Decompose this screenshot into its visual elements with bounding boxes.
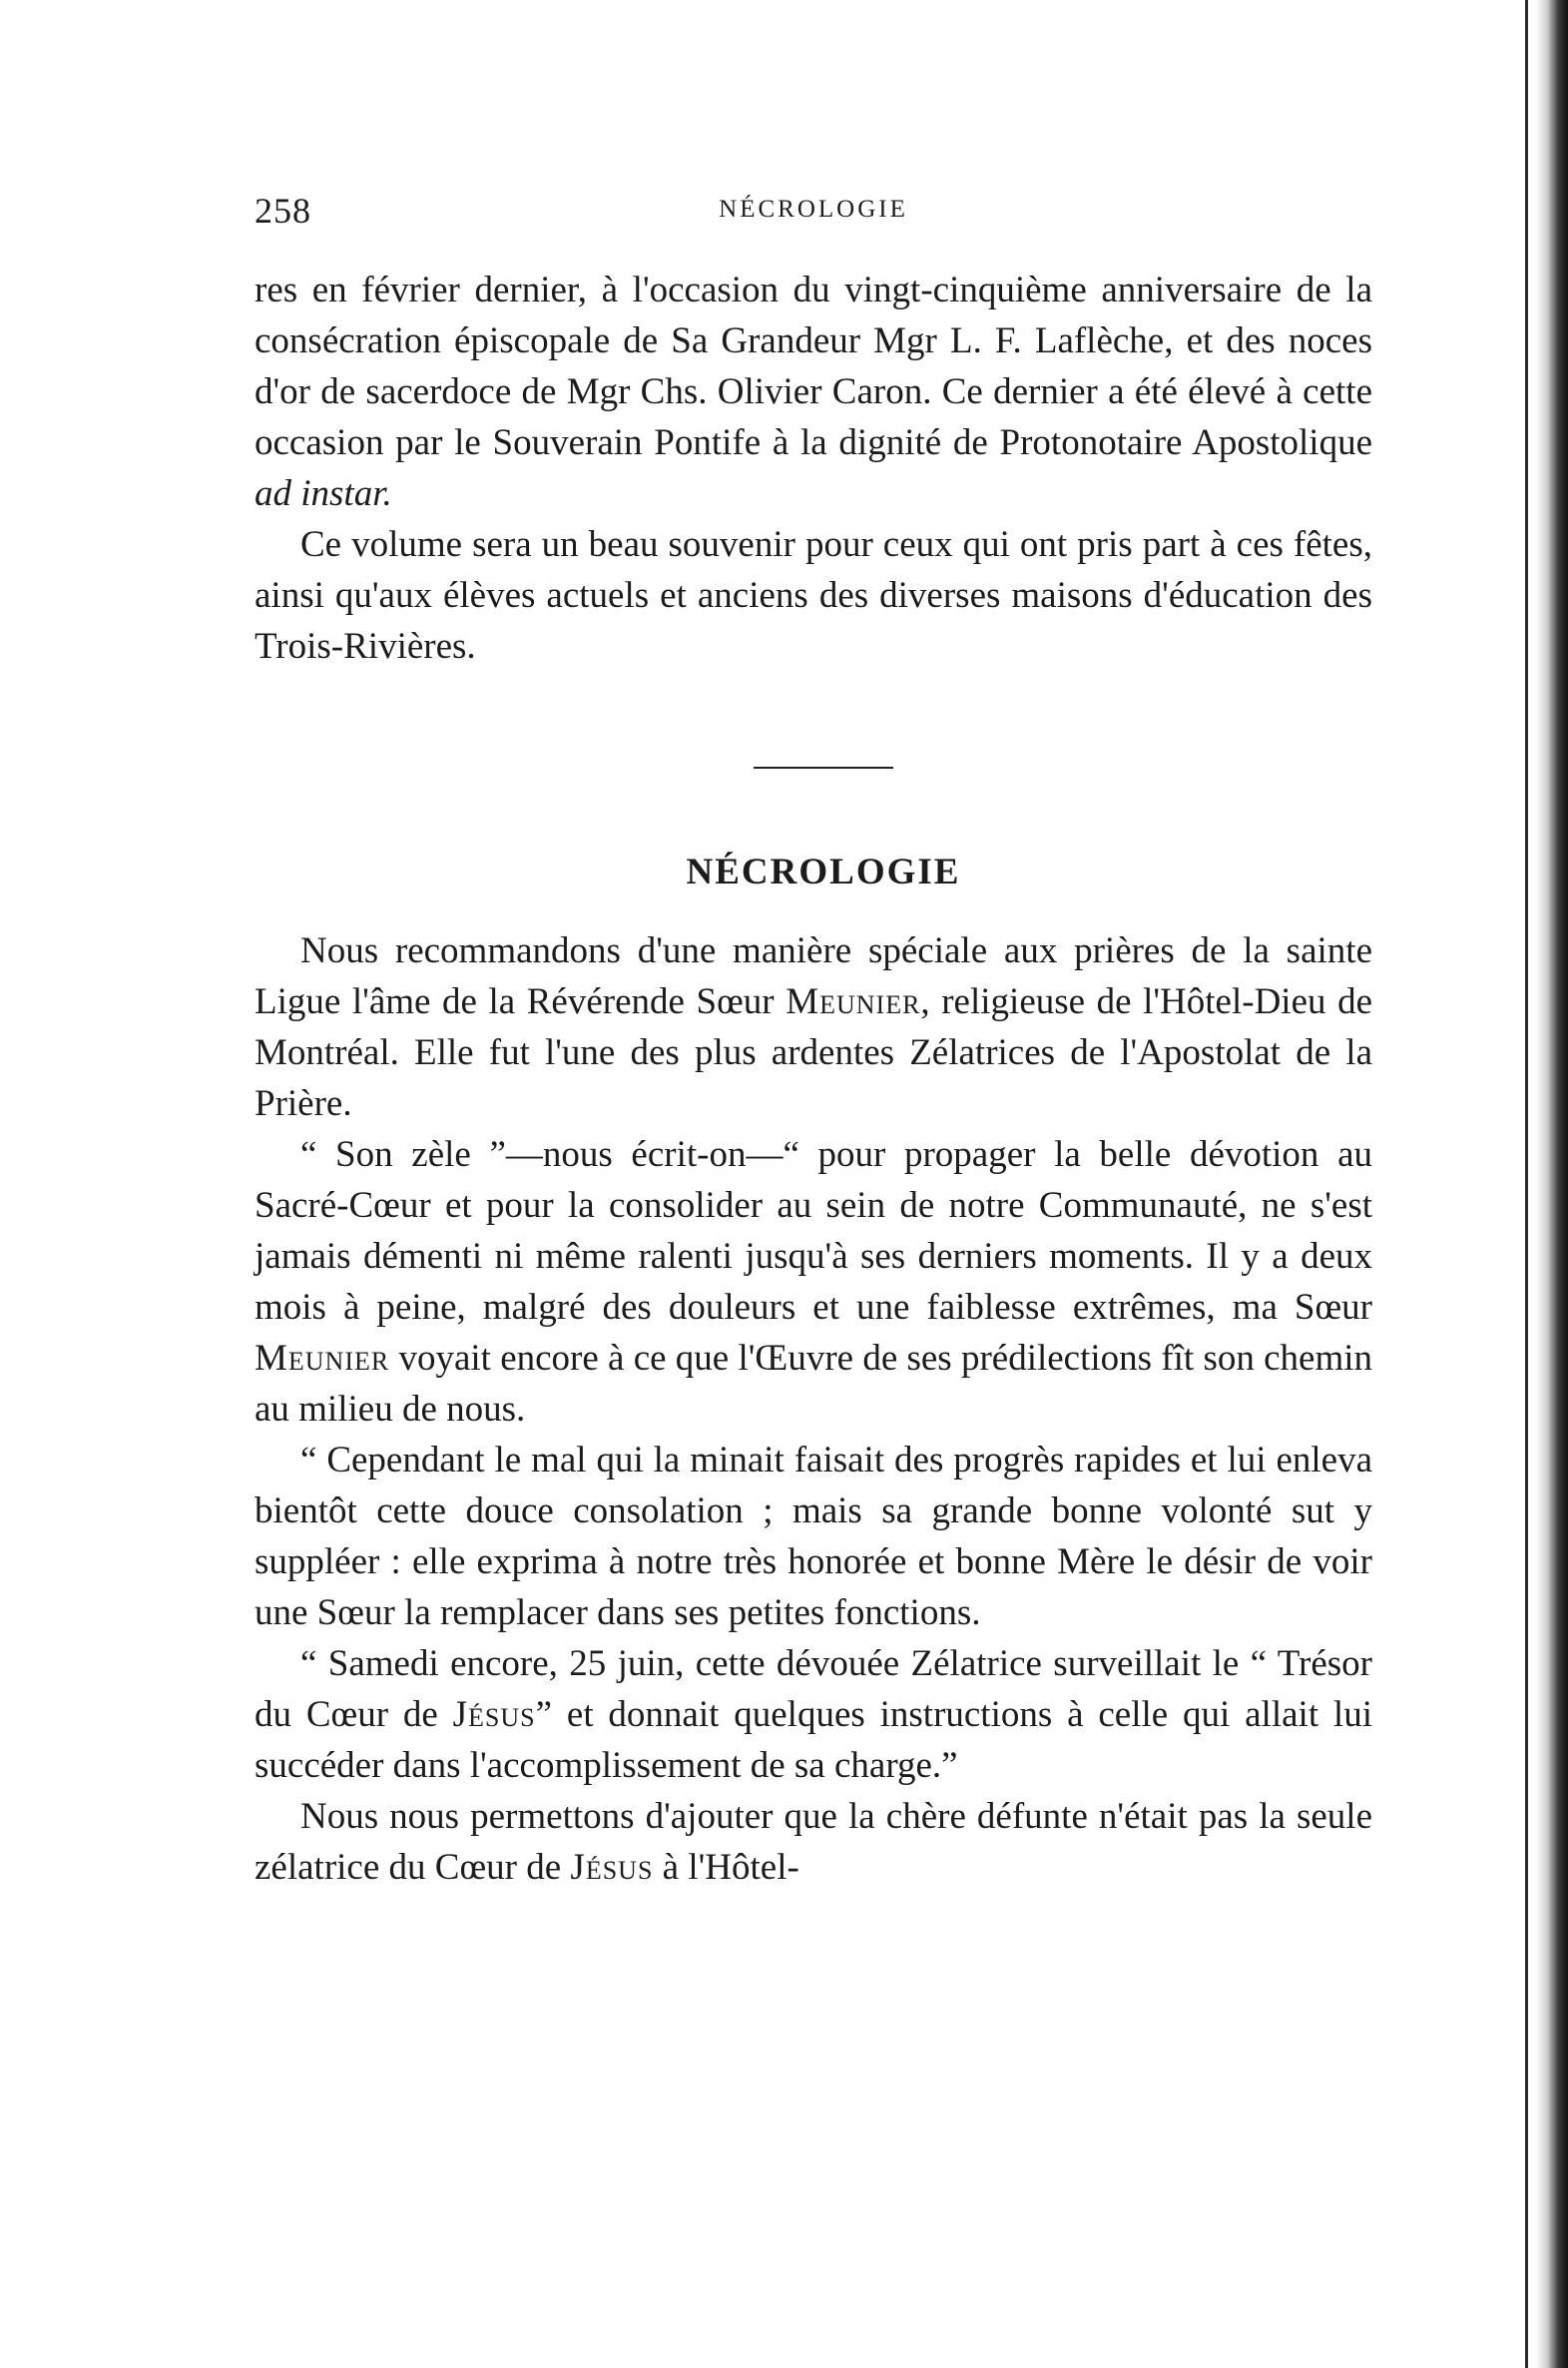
- obituary-p5-before: Nous nous permettons d'ajouter que la chère défunte n'était pas la seule zélatrice du Cœur de: [255, 1796, 1372, 1888]
- binding-shadow-line: [1525, 0, 1528, 2368]
- running-header: [255, 190, 1372, 240]
- sister-name: Meunier: [785, 981, 921, 1022]
- obituary-paragraph-2: [255, 1129, 1372, 1435]
- holy-name: Jésus: [452, 1694, 536, 1735]
- binding-edge: [1536, 0, 1568, 2368]
- obituary-p4-after: ” et donnait quelques instructions à celle qui allait lui succéder dans l'accomplissement de sa charge.”: [255, 1694, 1372, 1786]
- running-title: NÉCROLOGIE: [719, 196, 908, 223]
- obituary-paragraph-3: “ Cependant le mal qui la minait faisait des progrès rapides et lui enleva bientôt cette douce consolation ; mais sa grande bonne volonté sut y suppléer : elle exprima à notre très honorée et bonne Mère le désir de voir une Sœur la remplacer dans ses petites fonctions.: [255, 1440, 1372, 1633]
- continued-paragraph-text: res en février dernier, à l'occasion du vingt-cinquième anniversaire de la consécration épiscopale de Sa Grandeur Mgr L. F. Laflèche, et des noces d'or de sacerdoce de Mgr Chs. Olivier Caron. Ce dernier a été élevé à cette occasion par le Souverain Pontife à la dignité de Protonotaire Apostolique: [255, 270, 1372, 463]
- section-divider: [754, 767, 893, 769]
- obituary-p2-before: “ Son zèle ”—nous écrit-on—“ pour propager la belle dévotion au Sacré-Cœur et pour la consolider au sein de notre Communauté, ne s'est jamais démenti ni même ralenti jusqu'à ses derniers moments. Il y a deux mois à peine, malgré des douleurs et une faiblesse extrêmes, ma Sœur: [255, 1134, 1372, 1328]
- obituary-paragraph-5: [255, 1791, 1372, 1893]
- obituary-p1-after: , religieuse de l'Hôtel-Dieu de Montréal. Elle fut l'une des plus ardentes Zélatrices de l'Apostolat de la Prière.: [255, 981, 1372, 1124]
- obituary-paragraph-1: [255, 925, 1372, 1129]
- volume-paragraph: Ce volume sera un beau souvenir pour ceux qui ont pris part à ces fêtes, ainsi qu'aux élèves actuels et anciens des diverses maisons d'éducation des Trois-Rivières.: [255, 524, 1372, 667]
- page-number: 258: [255, 191, 311, 231]
- latin-phrase: ad instar.: [255, 473, 392, 514]
- obituary-p4-before: “ Samedi encore, 25 juin, cette dévouée Zélatrice surveillait le “ Trésor du Cœur de: [255, 1643, 1372, 1735]
- continued-paragraph: [255, 265, 1372, 519]
- sister-name: Meunier: [255, 1338, 390, 1379]
- holy-name: Jésus: [570, 1847, 654, 1888]
- body-text: [255, 265, 1372, 1893]
- section-heading: NÉCROLOGIE: [686, 852, 961, 892]
- obituary-p2-after: voyait encore à ce que l'Œuvre de ses prédilections fît son chemin au milieu de nous.: [255, 1338, 1373, 1430]
- obituary-paragraph-4: [255, 1638, 1372, 1791]
- obituary-p1-before: Nous recommandons d'une manière spéciale aux prières de la sainte Ligue l'âme de la Révérende Sœur: [255, 930, 1372, 1022]
- obituary-p5-after: à l'Hôtel-: [653, 1847, 799, 1888]
